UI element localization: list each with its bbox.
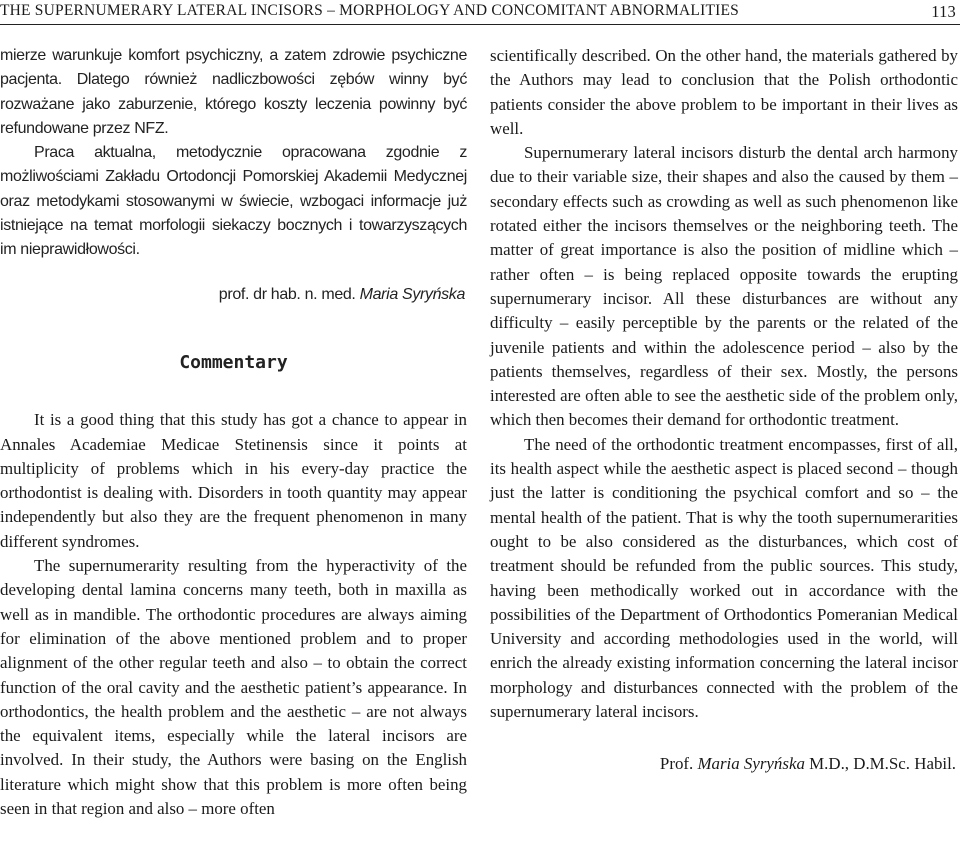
polish-signature	[0, 283, 467, 307]
signature-title: prof. dr hab. n. med.	[218, 285, 356, 303]
signature-name-en: Maria Syryńska	[697, 754, 805, 774]
commentary-paragraph-3: scientifically described. On the other hand, the materials gathered by the Authors may lead to conclusion that the Polish orthodontic patients consider the above problem to be important in their lives as well.	[490, 46, 958, 138]
signature-degrees: M.D., D.M.Sc. Habil.	[809, 754, 956, 774]
polish-paragraph-1: mierze warunkuje komfort psychiczny, a zatem zdrowie psychiczne pacjenta. Dlatego również nadliczbowości zębów winny być rozważane jako zaburzenie, którego koszty leczenia powinny być refundowane przez NFZ.	[0, 47, 467, 137]
running-header	[0, 0, 960, 25]
left-column	[0, 44, 467, 821]
signature-name: Maria Syryńska	[359, 285, 465, 303]
polish-paragraph-2: Praca aktualna, metodycznie opracowana zgodnie z możliwościami Zakładu Ortodoncji Pomorskiej Akademii Medycznej oraz metodykami stosowanymi w świecie, wzbogaci informacje już istniejące na temat morfologii siekaczy bocznych i towarzyszących im nieprawidłowości.	[0, 144, 467, 259]
commentary-heading: Commentary	[179, 351, 288, 373]
commentary-paragraph-4: Supernumerary lateral incisors disturb the dental arch harmony due to their variable size, their shapes and also the caused by them – secondary effects such as crowding as well as such phenomenon like rotated either the incisors themselves or the neighboring teeth. The matter of great importance is also the position of midline which – rather often – is being replaced opposite towards the erupting supernumerary incisor. All these disturbances are without any difficulty – easily perceptible by the parents or the related of the juvenile patients and within the adolescence period – also by the patients themselves, regardless of their sex. Mostly, the persons interested are often able to see the aesthetic side of the problem only, which then becomes their demand for orthodontic treatment.	[490, 143, 958, 430]
commentary-paragraph-1: It is a good thing that this study has got a chance to appear in Annales Academiae Medicae Stetinensis since it points at multiplicity of problems which in his every-day practice the orthodontist is dealing with. Disorders in tooth quantity may appear independently but also they are the frequent phenomenon in many different syndromes.	[0, 410, 467, 551]
commentary-paragraph-2: The supernumerarity resulting from the hyperactivity of the developing dental lamina concerns many teeth, both in maxilla as well as in mandible. The orthodontic procedures are always aiming for elimination of the above mentioned problem and to proper alignment of the other regular teeth and also – to obtain the correct function of the oral cavity and the aesthetic patient’s appearance. In orthodontics, the health problem and the aesthetic – are not always the equivalent items, especially while the lateral incisors are involved. In their study, the Authors were basing on the English literature which might show that this problem is more often being seen in that region and also – more often	[0, 556, 467, 819]
commentary-paragraph-5: The need of the orthodontic treatment encompasses, first of all, its health aspect while the aesthetic aspect is placed second – though just the latter is conditioning the psychical comfort and so – the mental health of the patient. That is why the tooth supernumerarities ought to be also considered as the disturbances, which cost of treatment should be refunded from the public sources. This study, having been methodically worked out in accordance with the possibilities of the Department of Orthodontics Pomeranian Medical University and according methodologies used in the world, will enrich the already existing information concerning the lateral incisor morphology and disturbances connected with the problem of the supernumerary lateral incisors.	[490, 434, 958, 722]
running-title: THE SUPERNUMERARY LATERAL INCISORS – MORPHOLOGY AND CONCOMITANT ABNORMALITIES	[0, 2, 739, 19]
page-number: 113	[931, 2, 956, 21]
signature-prefix: Prof.	[659, 754, 694, 774]
right-column	[490, 44, 958, 777]
english-signature	[490, 752, 958, 776]
